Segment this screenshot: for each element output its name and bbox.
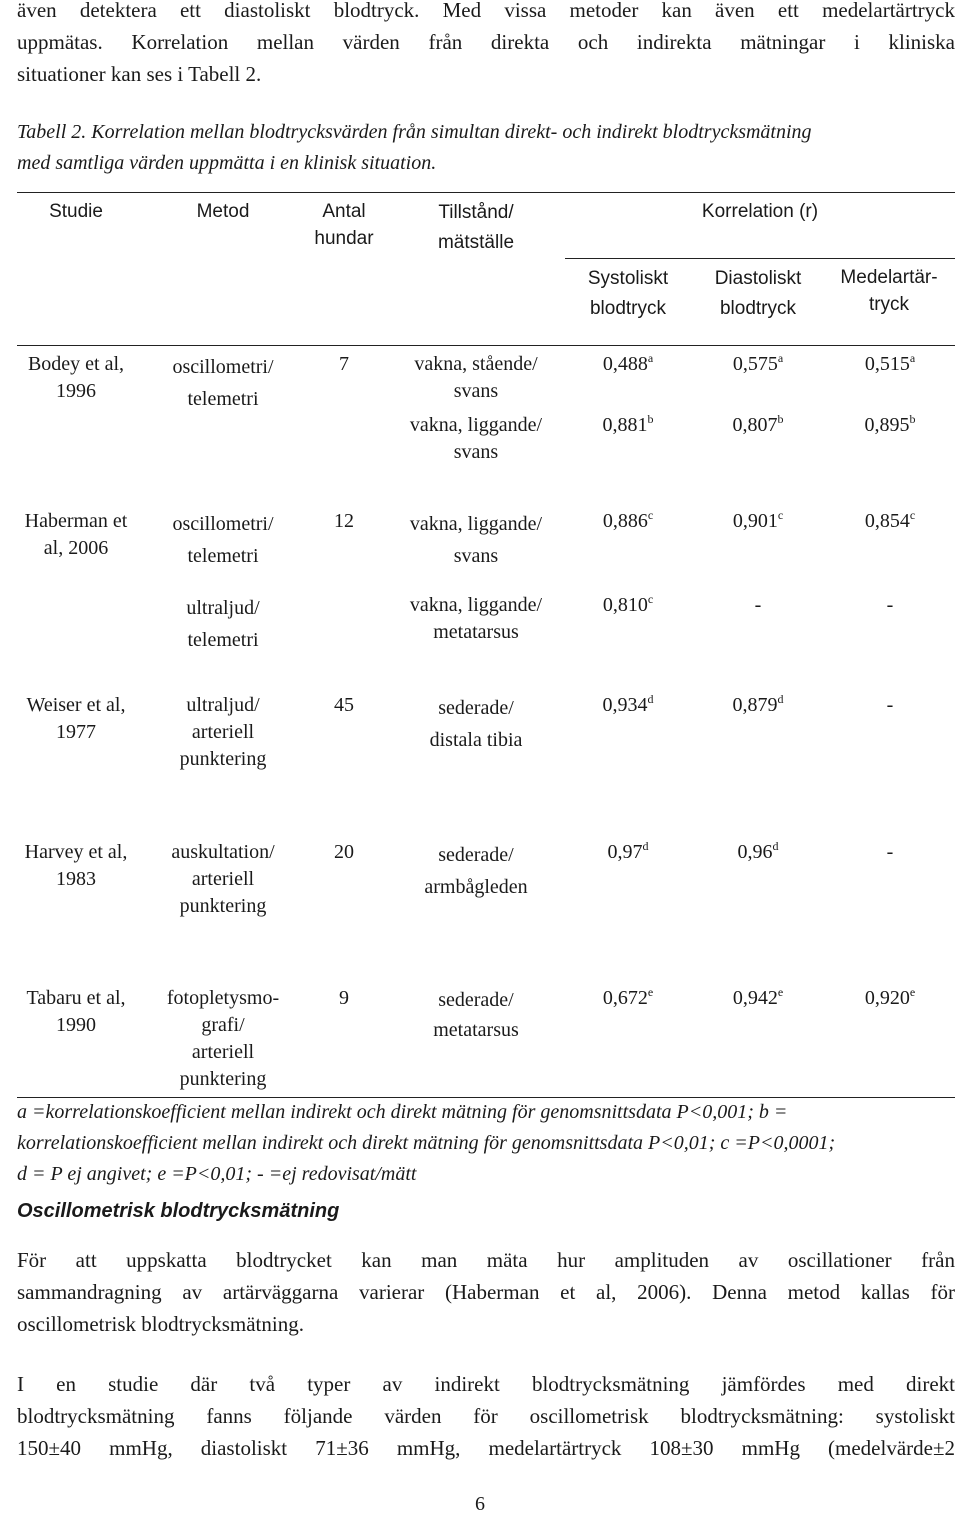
cell-diastoliskt: - xyxy=(754,594,762,616)
header-metod: Metod xyxy=(196,201,250,222)
cell-tillstand: sederade/ metatarsus xyxy=(433,989,519,1041)
cell-systoliskt: 0,488$^a$ xyxy=(602,351,654,375)
cell-antal: 45 xyxy=(334,694,354,716)
cell-metod: fotopletysmo- grafi/ arteriell punktering xyxy=(166,987,280,1090)
cell-diastoliskt: 0,575$^a$ xyxy=(732,351,784,375)
cell-medelartartryck: 0,854$^c$ xyxy=(864,508,916,532)
cell-diastoliskt: 0,96$^d$ xyxy=(737,839,779,863)
cell-diastoliskt: 0,807$^b$ xyxy=(732,412,784,436)
text-line: För att uppskatta blodtrycket kan man mäta hur amplituden av oscillationer från xyxy=(17,1248,955,1272)
cell-metod: oscillometri/ telemetri xyxy=(172,513,274,567)
cell-diastoliskt: 0,879$^d$ xyxy=(732,692,784,716)
cell-studie: Bodey et al, 1996 xyxy=(27,353,125,402)
korrelation-underline xyxy=(565,258,955,259)
header-antal: Antal hundar xyxy=(314,201,374,249)
cell-medelartartryck: 0,895$^b$ xyxy=(864,412,916,436)
cell-studie: Tabaru et al, 1990 xyxy=(26,987,126,1036)
cell-studie: Haberman et al, 2006 xyxy=(24,510,128,559)
cell-studie: Harvey et al, 1983 xyxy=(24,841,128,890)
cell-antal: 20 xyxy=(334,841,354,863)
footnote-line: d = P ej angivet; e =P<0,01; - =ej redovisat/mätt xyxy=(17,1163,417,1185)
cell-antal: 12 xyxy=(334,510,354,532)
header-studie: Studie xyxy=(49,201,103,222)
caption-line: med samtliga värden uppmätta i en klinisk situation. xyxy=(17,152,437,174)
cell-tillstand: vakna, liggande/ svans xyxy=(409,513,543,567)
cell-tillstand: vakna, liggande/ svans xyxy=(409,414,543,463)
text-line: blodtrycksmätning fanns följande värden för oscillometrisk blodtrycksmätning: systoliskt xyxy=(17,1404,955,1428)
text-line: även detektera ett diastoliskt blodtryck. Med vissa metoder kan även ett medelartärtryck xyxy=(17,0,955,22)
cell-metod: oscillometri/ telemetri xyxy=(172,356,274,410)
text-line: I en studie där två typer av indirekt blodtrycksmätning jämfördes med direkt xyxy=(17,1372,955,1396)
table-header-rule xyxy=(17,345,955,346)
page-number: 6 xyxy=(475,1493,485,1515)
header-systoliskt: Systoliskt blodtryck xyxy=(587,268,669,319)
cell-medelartartryck: - xyxy=(886,694,894,716)
header-diastoliskt: Diastoliskt blodtryck xyxy=(714,268,802,319)
cell-diastoliskt: 0,901$^c$ xyxy=(732,508,784,532)
text-line: uppmätas. Korrelation mellan värden från direkta och indirekta mätningar i kliniska xyxy=(17,30,955,54)
cell-antal: 9 xyxy=(339,987,349,1009)
text-line: 150±40 mmHg, diastoliskt 71±36 mmHg, medelartärtryck 108±30 mmHg (medelvärde±2 xyxy=(17,1436,955,1460)
cell-tillstand: sederade/ distala tibia xyxy=(429,697,523,751)
cell-diastoliskt: 0,942e xyxy=(732,985,784,1009)
text-line: situationer kan ses i Tabell 2. xyxy=(17,62,262,86)
cell-metod: ultraljud/ telemetri xyxy=(186,597,260,651)
header-medelartartryck: Medelartär- tryck xyxy=(840,267,938,315)
cell-systoliskt: 0,672e xyxy=(602,985,654,1009)
table-top-rule xyxy=(17,192,955,193)
cell-systoliskt: 0,97$^d$ xyxy=(607,839,649,863)
text-line: oscillometrisk blodtrycksmätning. xyxy=(17,1312,304,1336)
header-korrelation: Korrelation (r) xyxy=(701,201,819,222)
cell-tillstand: vakna, liggande/ metatarsus xyxy=(409,594,543,643)
text-line: sammandragning av artärväggarna varierar (Haberman et al, 2006). Denna metod kallas för xyxy=(17,1280,955,1304)
header-tillstand: Tillstånd/ mätställe xyxy=(437,202,515,253)
caption-line: Tabell 2. Korrelation mellan blodtrycksvärden från simultan direkt- och indirekt blodtrycksmätning xyxy=(17,121,812,143)
cell-medelartartryck: 0,920e xyxy=(864,985,916,1009)
cell-tillstand: vakna, stående/ svans xyxy=(414,353,538,402)
cell-tillstand: sederade/ armbågleden xyxy=(424,844,528,898)
cell-systoliskt: 0,881$^b$ xyxy=(602,412,654,436)
cell-studie: Weiser et al, 1977 xyxy=(26,694,126,743)
cell-medelartartryck: - xyxy=(886,841,894,863)
cell-systoliskt: 0,934$^d$ xyxy=(602,692,654,716)
footnote-line: korrelationskoefficient mellan indirekt och direkt mätning för genomsnittsdata P<0,01; c =P<0,0001; xyxy=(17,1132,836,1154)
cell-systoliskt: 0,886$^c$ xyxy=(602,508,654,532)
cell-antal: 7 xyxy=(339,353,349,375)
footnote-line: a =korrelationskoefficient mellan indirekt och direkt mätning för genomsnittsdata P<0,001; b = xyxy=(17,1101,788,1123)
cell-medelartartryck: - xyxy=(886,594,894,616)
section-heading: Oscillometrisk blodtrycksmätning xyxy=(17,1200,340,1222)
cell-systoliskt: 0,810$^c$ xyxy=(602,592,654,616)
cell-medelartartryck: 0,515$^a$ xyxy=(864,351,916,375)
cell-metod: ultraljud/ arteriell punktering xyxy=(179,694,267,770)
cell-metod: auskultation/ arteriell punktering xyxy=(171,841,275,917)
